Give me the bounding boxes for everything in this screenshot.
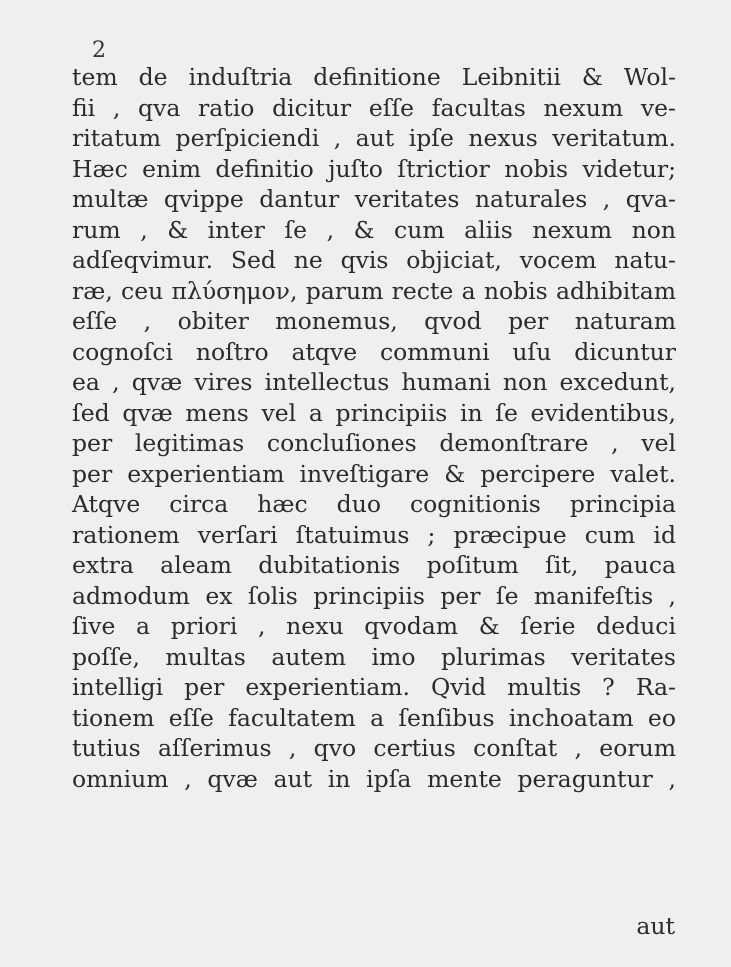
text-line: per experientiam inveſtigare & percipere valet. — [72, 459, 676, 488]
text-line: rum , & inter ſe , & cum aliis nexum non — [72, 215, 676, 244]
text-line: omnium , qvæ aut in ipſa mente peraguntur , — [72, 764, 676, 793]
text-line: cognoſci noſtro atqve communi uſu dicuntur — [72, 337, 676, 366]
text-line: extra aleam dubitationis poſitum ſit, pauca — [72, 551, 676, 579]
text-line: multæ qvippe dantur veritates naturales , qva- — [72, 185, 676, 213]
text-line: per legitimas concluſiones demonſtrare , vel — [72, 429, 676, 457]
catchword: aut — [636, 912, 675, 940]
text-line: ræ, ceu πλύσημον, parum recte a nobis adhibitam — [72, 276, 676, 305]
text-line: tem de induſtria definitione Leibnitii & Wol- — [72, 63, 676, 91]
page-number: 2 — [92, 38, 106, 63]
text-line: poſſe, multas autem imo plurimas veritates — [72, 642, 676, 671]
text-line: ſed qvæ mens vel a principiis in ſe evidentibus, — [72, 398, 676, 427]
text-line: ritatum perſpiciendi , aut ipſe nexus veritatum. — [72, 124, 676, 152]
text-line: adſeqvimur. Sed ne qvis objiciat, vocem natu- — [72, 246, 676, 274]
text-line: ſive a priori , nexu qvodam & ſerie deduci — [72, 612, 676, 640]
text-line: ea , qvæ vires intellectus humani non excedunt, — [72, 368, 676, 396]
text-line: tutius aſſerimus , qvo certius conſtat , eorum — [72, 734, 676, 762]
text-line: fii , qva ratio dicitur eſſe facultas nexum ve- — [72, 93, 676, 122]
text-line: admodum ex ſolis principiis per ſe manifeſtis , — [72, 581, 676, 610]
text-line: tionem eſſe facultatem a ſenſibus inchoatam eo — [72, 703, 676, 732]
text-line: rationem verſari ſtatuimus ; præcipue cum id — [72, 520, 676, 549]
text-line: intelligi per experientiam. Qvid multis ? Ra- — [72, 673, 676, 701]
text-line: eſſe , obiter monemus, qvod per naturam — [72, 307, 676, 335]
text-line: Hæc enim definitio juſto ſtrictior nobis videtur; — [72, 154, 676, 183]
text-line: Atqve circa hæc duo cognitionis principia — [72, 490, 676, 518]
body-text — [72, 62, 676, 794]
